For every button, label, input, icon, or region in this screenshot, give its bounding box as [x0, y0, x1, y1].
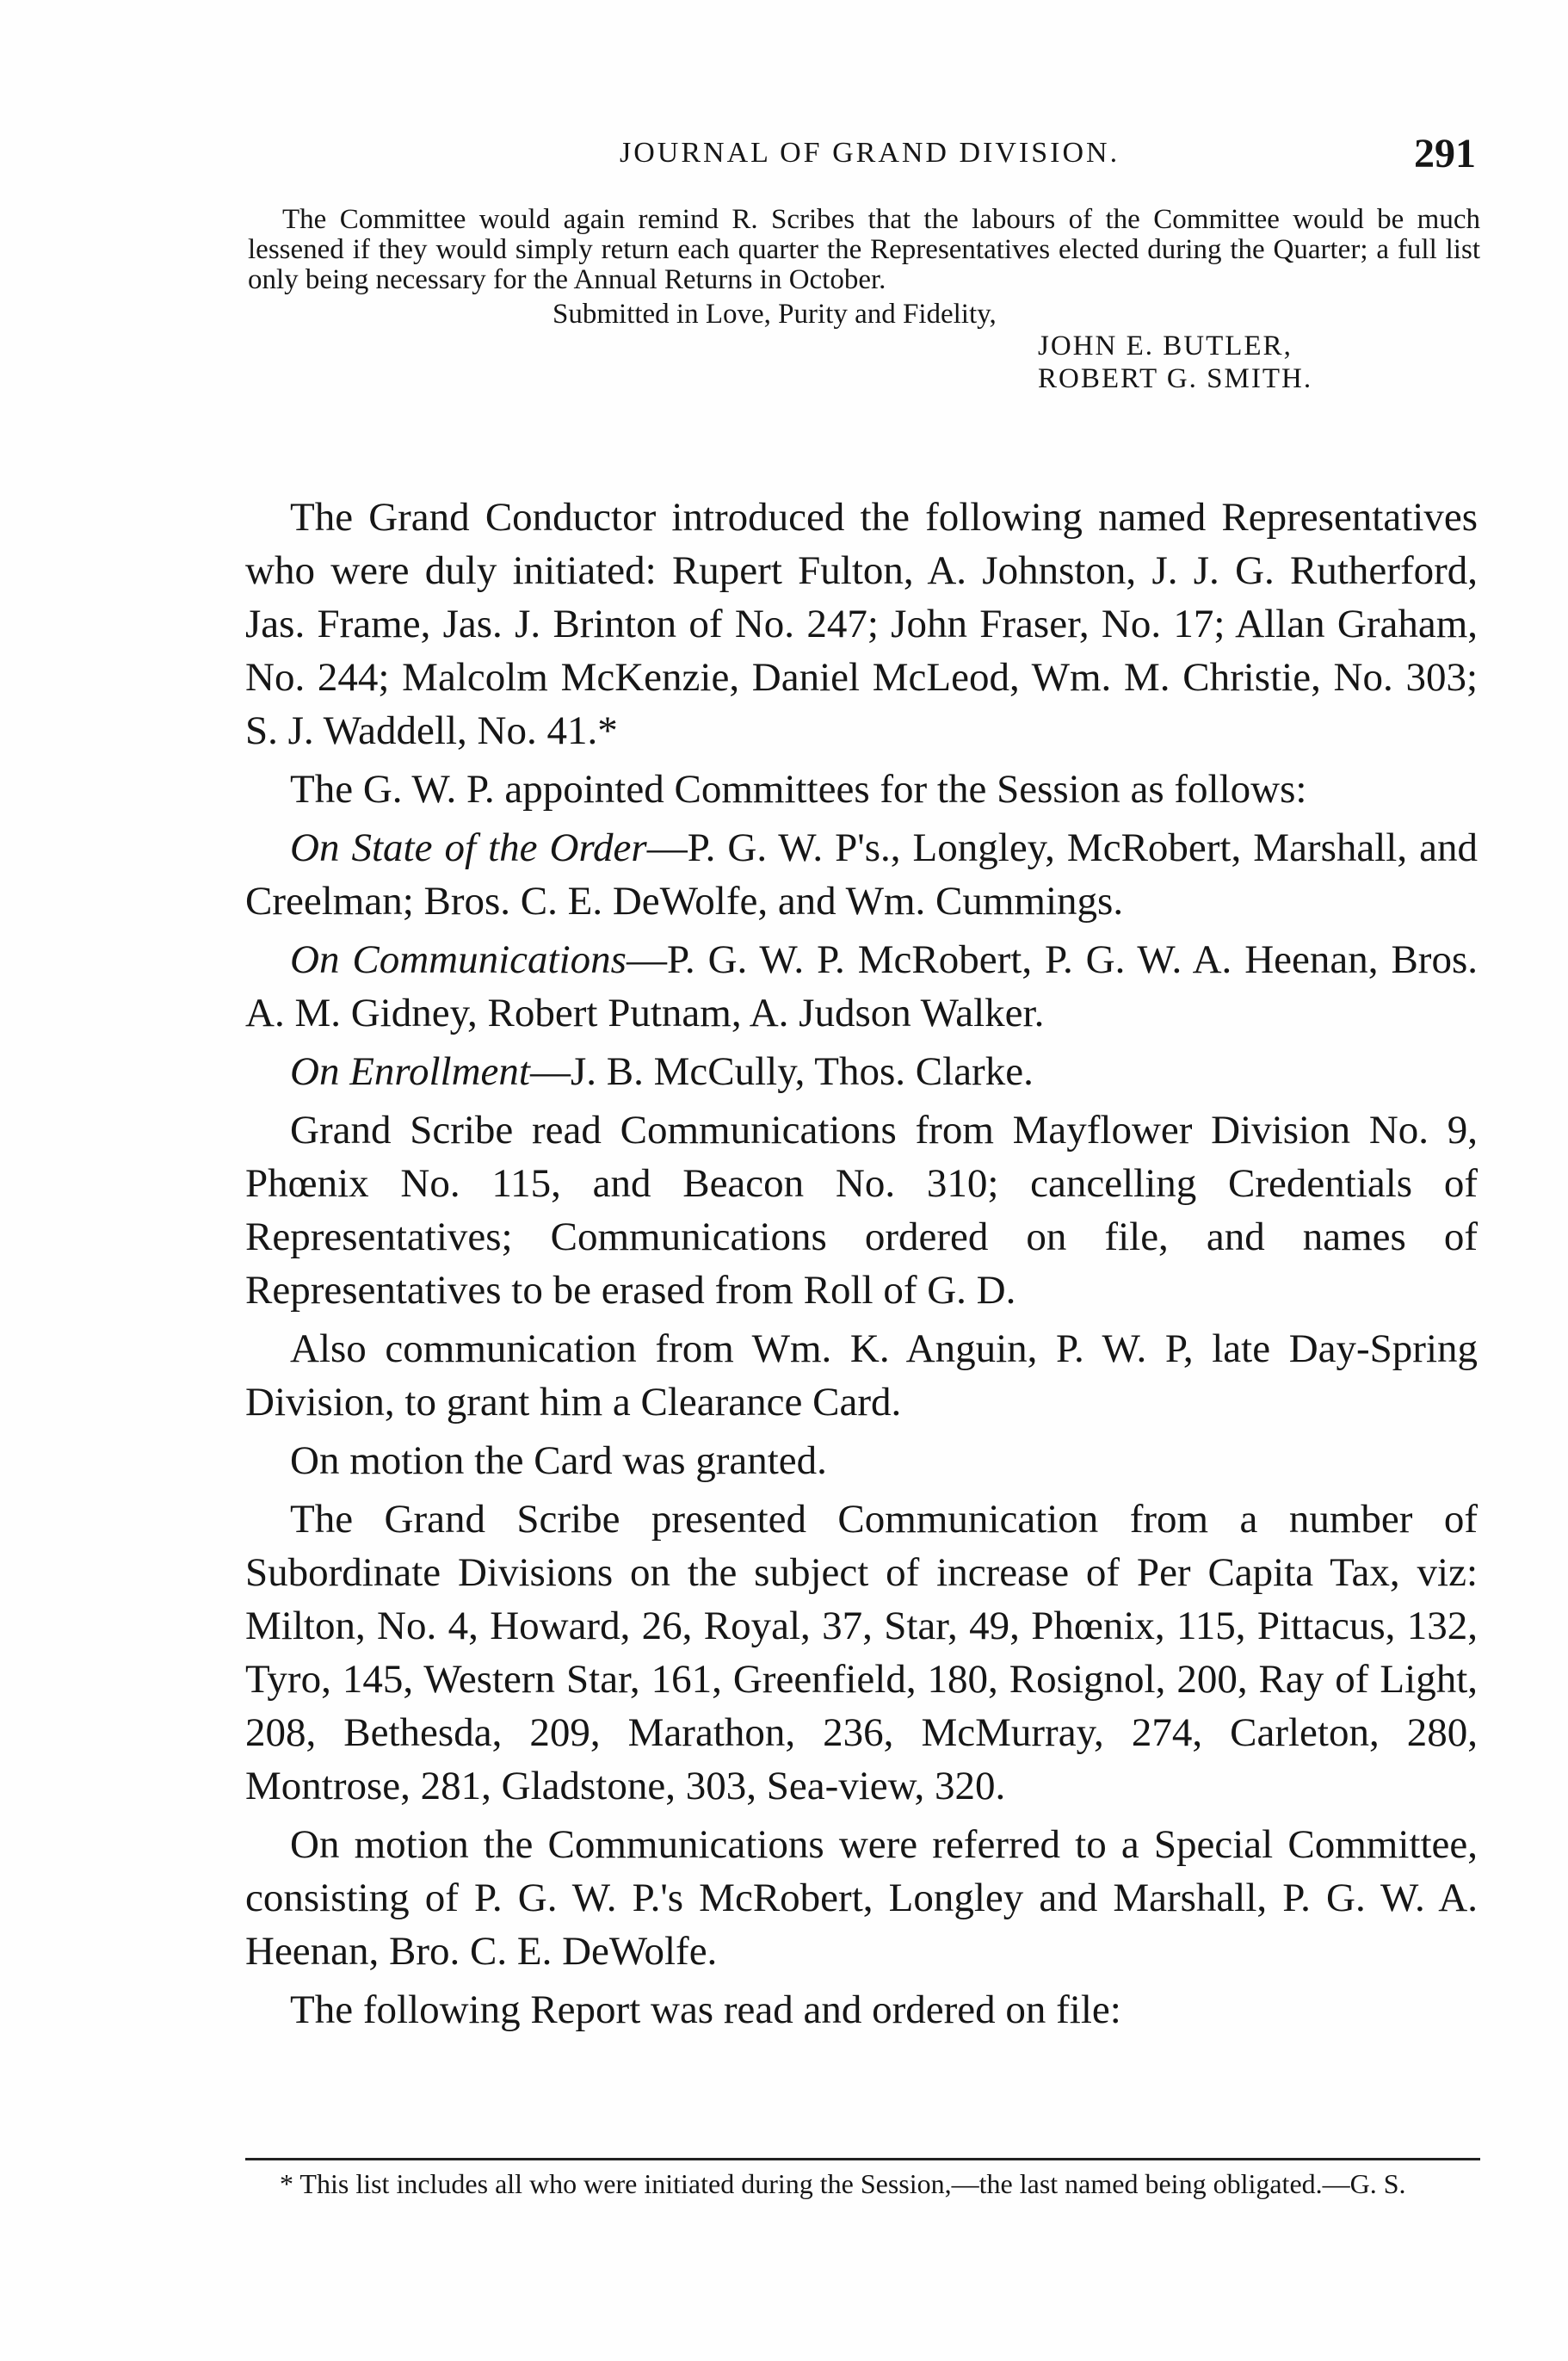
- paragraph-initiations: The Grand Conductor introduced the following named Representatives who were duly initiated: Rupert Fulton, A. Johnston, J. J. G. Rutherford, Jas. Frame, Jas. J. Brinton of No. 247; John Fraser, No. 17; Allan Graham, No. 244; Malcolm McKenzie, Daniel McLeod, Wm. M. Christie, No. 303; S. J. Waddell, No. 41.*: [245, 495, 1478, 753]
- committee-state-of-order: [245, 821, 1478, 928]
- running-head: JOURNAL OF GRAND DIVISION.: [620, 137, 1120, 169]
- signatory: ROBERT G. SMITH.: [1038, 363, 1313, 394]
- paragraph-communications: Grand Scribe read Communications from Mayflower Division No. 9, Phœnix No. 115, and Beacon No. 310; cancelling Credentials of Representatives; Communications ordered on file, and names of Representatives to be erased from Roll of G. D.: [245, 1108, 1478, 1313]
- page-header: [0, 133, 1568, 185]
- committee-label: On Communications: [290, 937, 627, 982]
- page-number: 291: [1414, 131, 1476, 176]
- signatory: JOHN E. BUTLER,: [1038, 331, 1293, 362]
- committee-members: —P. G. W. P. McRobert, P. G. W. A. Heenan, Bros. A. M. Gidney, Robert Putnam, A. Judson Walker.: [245, 937, 1478, 1035]
- committee-members: —J. B. McCully, Thos. Clarke.: [529, 1049, 1034, 1094]
- paragraph-committees: The G. W. P. appointed Committees for the Session as follows:: [290, 767, 1307, 812]
- paragraph-clearance-request: Also communication from Wm. K. Anguin, P. W. P, late Day-Spring Division, to grant him a Clearance Card.: [245, 1326, 1478, 1425]
- paragraph-special-committee: On motion the Communications were referred to a Special Committee, consisting of P. G. W. P.'s McRobert, Longley and Marshall, P. G. W. A. Heenan, Bro. C. E. DeWolfe.: [245, 1822, 1478, 1974]
- committee-label: On Enrollment: [290, 1049, 530, 1094]
- footnote-divider: [245, 2158, 1480, 2160]
- main-text: [245, 491, 1478, 2037]
- committee-communications: [245, 933, 1478, 1040]
- report-paragraph: The Committee would again remind R. Scribes that the labours of the Committee would be much lessened if they would simply return each quarter the Representatives elected during the Quarter; a full list only being necessary for the Annual Returns in October.: [248, 204, 1480, 295]
- paragraph-report-intro: The following Report was read and ordered on file:: [290, 1987, 1121, 2032]
- committee-report: [248, 205, 1480, 395]
- committee-members: —P. G. W. P's., Longley, McRobert, Marshall, and Creelman; Bros. C. E. DeWolfe, and Wm. Cummings.: [245, 825, 1478, 924]
- paragraph-per-capita-tax: The Grand Scribe presented Communication from a number of Subordinate Divisions on the subject of increase of Per Capita Tax, viz: Milton, No. 4, Howard, 26, Royal, 37, Star, 49, Phœnix, 115, Pittacus, 132, Tyro, 145, Western Star, 161, Greenfield, 180, Rosignol, 200, Ray of Light, 208, Bethesda, 209, Marathon, 236, McMurray, 274, Carleton, 280, Montrose, 281, Gladstone, 303, Sea-view, 320.: [245, 1497, 1478, 1808]
- committee-label: On State of the Order: [290, 825, 647, 870]
- committee-enrollment: [245, 1045, 1478, 1098]
- paragraph-card-granted: On motion the Card was granted.: [290, 1438, 827, 1483]
- report-closing: Submitted in Love, Purity and Fidelity,: [553, 299, 997, 330]
- footnote: * This list includes all who were initiated during the Session,—the last named being obligated.—G. S.: [280, 2168, 1406, 2199]
